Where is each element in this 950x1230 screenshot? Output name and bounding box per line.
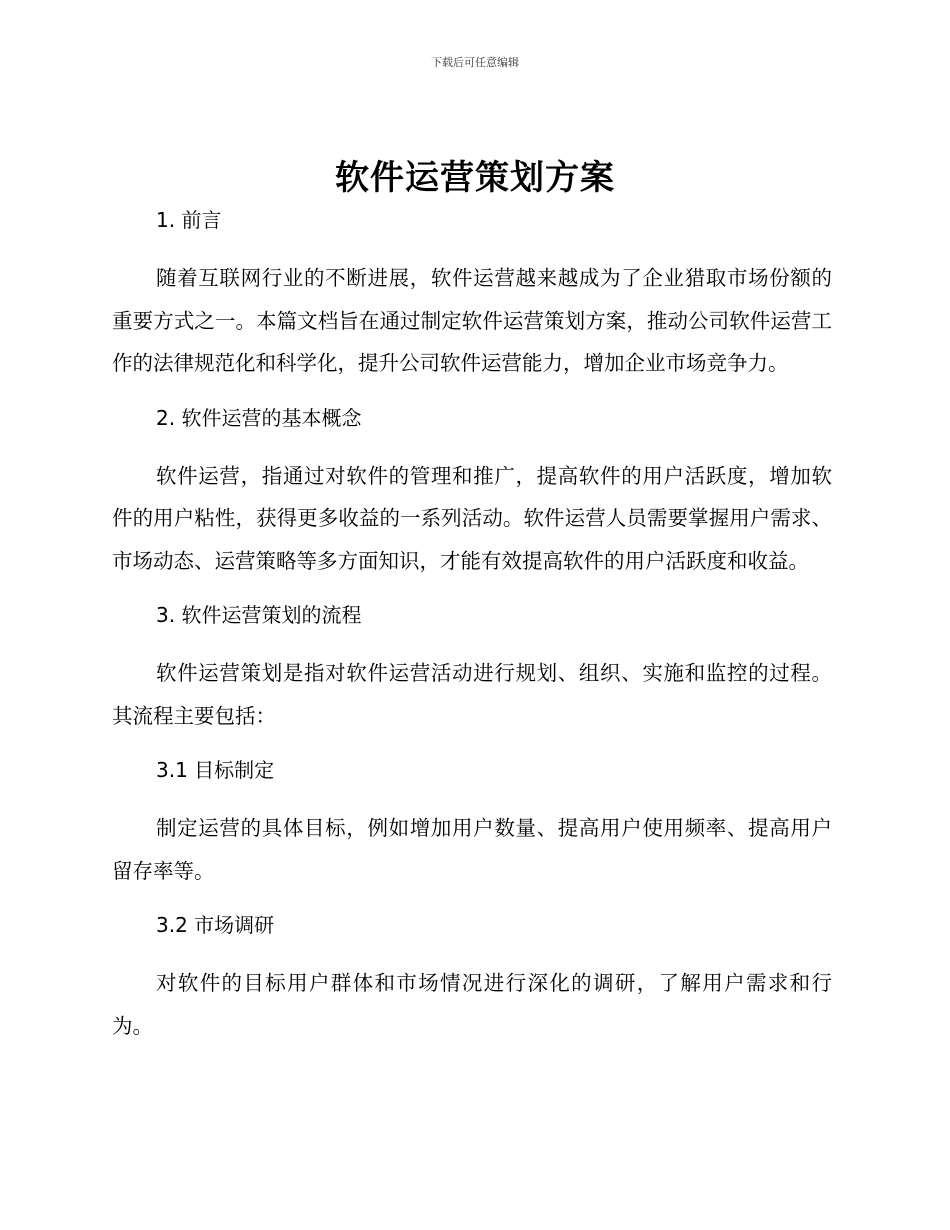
section-market-research bbox=[112, 908, 832, 1047]
section-paragraph: 软件运营，指通过对软件的管理和推广，提高软件的用户活跃度，增加软件的用户粘性，获得更多收益的一系列活动。软件运营人员需要掌握用户需求、市场动态、运营策略等多方面知识，才能有效提高软件的用户活跃度和收益。 bbox=[112, 463, 832, 573]
section-planning-process bbox=[112, 598, 832, 737]
section-heading: 3. 软件运营策划的流程 bbox=[156, 603, 362, 627]
document-title: 软件运营策划方案 bbox=[335, 158, 615, 198]
section-heading: 3.2 市场调研 bbox=[156, 913, 275, 937]
section-paragraph: 软件运营策划是指对软件运营活动进行规划、组织、实施和监控的过程。其流程主要包括： bbox=[112, 661, 832, 728]
section-preface bbox=[112, 203, 832, 385]
section-heading: 3.1 目标制定 bbox=[156, 758, 275, 782]
document-body bbox=[112, 203, 832, 1047]
section-goal-setting bbox=[112, 753, 832, 892]
section-basic-concept bbox=[112, 401, 832, 583]
section-heading: 1. 前言 bbox=[156, 208, 222, 232]
section-paragraph: 随着互联网行业的不断进展，软件运营越来越成为了企业猎取市场份额的重要方式之一。本篇文档旨在通过制定软件运营策划方案，推动公司软件运营工作的法律规范化和科学化，提升公司软件运营能力，增加企业市场竞争力。 bbox=[112, 266, 832, 375]
section-paragraph: 制定运营的具体目标，例如增加用户数量、提高用户使用频率、提高用户留存率等。 bbox=[112, 816, 832, 883]
section-heading: 2. 软件运营的基本概念 bbox=[156, 405, 362, 430]
page-header-note: 下载后可任意编辑 bbox=[431, 56, 519, 69]
section-paragraph: 对软件的目标用户群体和市场情况进行深化的调研，了解用户需求和行为。 bbox=[112, 971, 832, 1038]
